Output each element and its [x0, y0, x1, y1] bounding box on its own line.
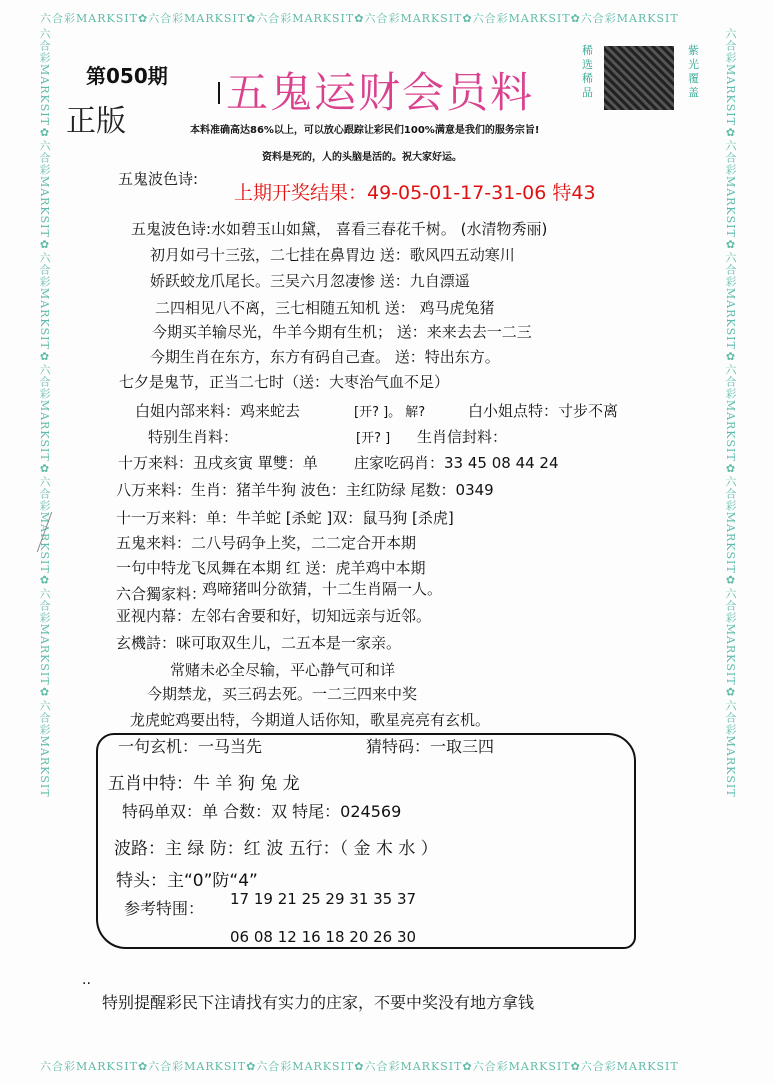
watermark-border-left: 六合彩MARKSIT✿六合彩MARKSIT✿六合彩MARKSIT✿六合彩MARKSIT✿六合彩MARKSIT✿六合彩MARKSIT✿六合彩MARKSIT — [38, 28, 51, 798]
dots: .. — [82, 972, 91, 988]
stamp-text-right: 紫光覆盖 — [688, 44, 699, 99]
box-line: 06 08 12 16 18 20 26 30 — [230, 928, 417, 946]
watermark-border-right: 六合彩MARKSIT✿六合彩MARKSIT✿六合彩MARKSIT✿六合彩MARKSIT✿六合彩MARKSIT✿六合彩MARKSIT✿六合彩MARKSIT — [724, 28, 737, 798]
text-line: 鸡啼猪叫分欲猜，十二生肖隔一人。 — [202, 580, 443, 598]
text-line: 特别生肖料： — [148, 428, 239, 446]
text-line: 五鬼来料：二八号码争上奖，二二定合开本期 — [116, 534, 417, 552]
edition-label: 正版 — [66, 104, 126, 139]
text-line: 七夕是鬼节，正当二七时（送：大枣治气血不足） — [119, 373, 450, 391]
text-line: [开? ] — [356, 431, 391, 446]
last-draw-result: 上期开奖结果：49-05-01-17-31-06 特43 — [234, 182, 596, 204]
text-line: 初月如弓十三弦，二七挂在鼻胃边 送：歌风四五动寒川 — [150, 246, 515, 264]
watermark-border-top: 六合彩MARKSIT✿六合彩MARKSIT✿六合彩MARKSIT✿六合彩MARKSIT✿六合彩MARKSIT✿六合彩MARKSIT — [40, 12, 679, 25]
text-line: 玄機詩：咪可取双生儿，二五本是一家亲。 — [116, 634, 402, 652]
text-line: 一句中特龙飞凤舞在本期 红 送：虎羊鸡中本期 — [116, 559, 426, 577]
poem-heading: 五鬼波色诗: — [118, 170, 199, 188]
text-line: 今期禁龙，买三码去死。一二三四来中奖 — [147, 685, 418, 703]
slogan-accuracy: 本料准确高达86%以上，可以放心跟踪让彩民们100%满意是我们的服务宗旨! — [190, 125, 540, 136]
box-line: 一句玄机：一马当先 — [118, 737, 263, 756]
text-line: 生肖信封料： — [417, 428, 508, 446]
box-line: 特头：主“0”防“4” — [116, 871, 258, 891]
text-line: 娇跃蛟龙爪尾长。三吴六月忽凄惨 送：九自漂遥 — [150, 272, 470, 290]
watermark-text: 六合彩MARKSIT — [40, 12, 138, 25]
text-line: [开? ]。 解? — [354, 405, 426, 420]
text-line: 十一万来料：单：牛羊蛇 [杀蛇 ]双：鼠马狗 [杀虎] — [116, 509, 454, 527]
box-line: 波路：主 绿 防：红 波 五行：（ 金 木 水 ） — [114, 839, 438, 859]
box-line: 参考特围： — [124, 899, 205, 918]
text-line: 二四相见八不离，三七相随五知机 送： 鸡马虎兔猪 — [155, 299, 495, 317]
footer-reminder: 特别提醒彩民下注请找有实力的庄家，不要中奖没有地方拿钱 — [102, 993, 535, 1012]
stamp-text-left: 稀选稀品 — [582, 44, 593, 99]
box-line: 特码单双：单 合数：双 特尾：024569 — [122, 802, 402, 821]
text-line: 五鬼波色诗:水如碧玉山如黛， 喜看三春花千树。 (水清物秀丽) — [131, 220, 548, 238]
watermark-border-bottom: 六合彩MARKSIT✿六合彩MARKSIT✿六合彩MARKSIT✿六合彩MARKSIT✿六合彩MARKSIT✿六合彩MARKSIT — [40, 1060, 679, 1073]
box-line: 17 19 21 25 29 31 35 37 — [230, 890, 417, 908]
text-line: 十万来料：丑戌亥寅 單雙：单 — [118, 454, 318, 472]
text-line: 今期生肖在东方，东方有码自己查。 送：特出东方。 — [150, 348, 500, 366]
slogan-luck: 资料是死的，人的头脑是活的。祝大家好运。 — [262, 152, 462, 163]
box-line: 猜特码：一取三四 — [366, 737, 495, 756]
box-line: 五肖中特：牛 羊 狗 兔 龙 — [108, 774, 300, 794]
text-line: 八万来料：生肖：猪羊牛狗 波色：主红防绿 尾数：0349 — [116, 481, 494, 499]
text-line: 常赌未必全尽输，平心静气可和详 — [170, 661, 396, 679]
qr-code-icon — [604, 46, 674, 110]
text-line: 六合獨家料： — [116, 585, 207, 603]
seal-stamp — [576, 36, 716, 116]
text-line: 今期买羊输尽光，牛羊今期有生机； 送：来来去去一二三 — [152, 323, 532, 341]
text-line: 白小姐点特：寸步不离 — [468, 402, 619, 420]
text-line: 白姐内部来料：鸡来蛇去 — [135, 402, 301, 420]
page-title: 五鬼运财会员料 — [226, 68, 535, 117]
issue-number: 第050期 — [86, 64, 168, 88]
title-divider — [218, 82, 220, 104]
text-line: 龙虎蛇鸡要出特，今期道人话你知，歌星亮亮有玄机。 — [130, 711, 491, 729]
text-line: 庄家吃码肖：33 45 08 44 24 — [354, 454, 559, 472]
text-line: 亚视内幕：左邻右舍要和好，切知远亲与近邻。 — [116, 607, 432, 625]
